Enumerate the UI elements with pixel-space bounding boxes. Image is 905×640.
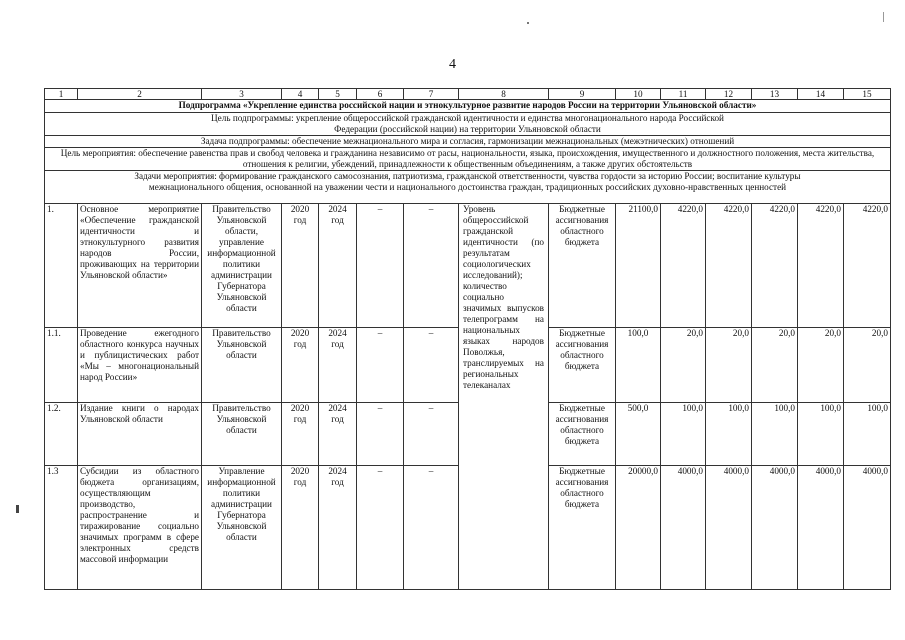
start-year: 2020 год xyxy=(282,403,319,466)
measure-tasks: Задачи мероприятия: формирование гражданского самосознания, патриотизма, гражданской ответственности, чувства гордости за историю России; воспитание культуры межнационального общения, основанной на уважении чести и национального достоинства граждан, традиционных российских духовно-нравственных ценностей xyxy=(45,171,891,204)
executor: Управление информационной политики администрации Губернатора Ульяновской области xyxy=(202,466,282,590)
year-amount: 4000,0 xyxy=(844,466,891,590)
year-amount: 100,0 xyxy=(661,403,706,466)
col-num: 10 xyxy=(616,89,661,100)
col7-value: – xyxy=(404,204,459,328)
col-num: 1 xyxy=(45,89,78,100)
end-year: 2024 год xyxy=(319,328,357,403)
year-amount: 20,0 xyxy=(661,328,706,403)
executor: Правительство Ульяновской области, управление информационной политики администрации Губернатора Ульяновской области xyxy=(202,204,282,328)
col7-value: – xyxy=(404,466,459,590)
col-num: 9 xyxy=(549,89,616,100)
col-num: 7 xyxy=(404,89,459,100)
col-num: 14 xyxy=(798,89,844,100)
end-year: 2024 год xyxy=(319,204,357,328)
end-year: 2024 год xyxy=(319,466,357,590)
subprogram-row xyxy=(45,100,891,113)
row-number: 1. xyxy=(45,204,78,328)
measure-tasks-row xyxy=(45,171,891,204)
year-amount: 4220,0 xyxy=(798,204,844,328)
col-num: 8 xyxy=(459,89,549,100)
column-number-row xyxy=(45,89,891,100)
total-amount: 21100,0 xyxy=(616,204,661,328)
start-year: 2020 год xyxy=(282,328,319,403)
start-year: 2020 год xyxy=(282,466,319,590)
scan-mark xyxy=(883,12,884,22)
col-num: 2 xyxy=(78,89,202,100)
funding-source: Бюджетные ассигнования областного бюджета xyxy=(549,328,616,403)
subprogram-task: Задача подпрограммы: обеспечение межнационального мира и согласия, гармонизации межнациональных (межэтнических) отношений xyxy=(45,136,891,148)
year-amount: 100,0 xyxy=(844,403,891,466)
year-amount: 4000,0 xyxy=(798,466,844,590)
year-amount: 4220,0 xyxy=(752,204,798,328)
col6-value: – xyxy=(357,328,404,403)
measure-name: Издание книги о народах Ульяновской области xyxy=(78,403,202,466)
total-amount: 500,0 xyxy=(616,403,661,466)
start-year: 2020 год xyxy=(282,204,319,328)
year-amount: 4000,0 xyxy=(706,466,752,590)
col-num: 6 xyxy=(357,89,404,100)
col-num: 4 xyxy=(282,89,319,100)
col-num: 13 xyxy=(752,89,798,100)
measure-goal-row xyxy=(45,148,891,171)
funding-source: Бюджетные ассигнования областного бюджета xyxy=(549,466,616,590)
binding-mark xyxy=(16,505,19,513)
measure-name: Субсидии из областного бюджета организациям, осуществляющим производство, распространение и тиражирование социально значимых программ в сфере электронных средств массовой информации xyxy=(78,466,202,590)
end-year: 2024 год xyxy=(319,403,357,466)
col7-value: – xyxy=(404,403,459,466)
measure-name: Проведение ежегодного областного конкурса научных и публицистических работ «Мы – многонациональный народ России» xyxy=(78,328,202,403)
year-amount: 4000,0 xyxy=(752,466,798,590)
table-row xyxy=(45,204,891,328)
funding-source: Бюджетные ассигнования областного бюджета xyxy=(549,204,616,328)
row-number: 1.2. xyxy=(45,403,78,466)
year-amount: 4220,0 xyxy=(706,204,752,328)
task-row xyxy=(45,136,891,148)
col-num: 3 xyxy=(202,89,282,100)
year-amount: 100,0 xyxy=(752,403,798,466)
executor: Правительство Ульяновской области xyxy=(202,403,282,466)
total-amount: 20000,0 xyxy=(616,466,661,590)
year-amount: 4220,0 xyxy=(661,204,706,328)
col6-value: – xyxy=(357,466,404,590)
year-amount: 100,0 xyxy=(798,403,844,466)
year-amount: 4220,0 xyxy=(844,204,891,328)
col6-value: – xyxy=(357,204,404,328)
year-amount: 20,0 xyxy=(844,328,891,403)
col6-value: – xyxy=(357,403,404,466)
year-amount: 4000,0 xyxy=(661,466,706,590)
goal-row xyxy=(45,113,891,136)
target-indicator: Уровень общероссийской гражданской идентичности (по результатам социологических исследований); количество социально значимых выпусков телепрограмм на национальных языках народов Поволжья, транслируемых на региональных телеканалах xyxy=(459,204,549,590)
program-table xyxy=(44,88,891,590)
page-number: 4 xyxy=(449,57,456,72)
total-amount: 100,0 xyxy=(616,328,661,403)
executor: Правительство Ульяновской области xyxy=(202,328,282,403)
col-num: 12 xyxy=(706,89,752,100)
year-amount: 20,0 xyxy=(798,328,844,403)
row-number: 1.1. xyxy=(45,328,78,403)
year-amount: 20,0 xyxy=(752,328,798,403)
subprogram-goal: Цель подпрограммы: укрепление общероссийской гражданской идентичности и единства многонационального народа Российской Федерации (российской нации) на территории Ульяновской области xyxy=(45,113,891,136)
row-number: 1.3 xyxy=(45,466,78,590)
col-num: 11 xyxy=(661,89,706,100)
scan-speck xyxy=(527,22,529,24)
measure-name: Основное мероприятие «Обеспечение гражданской идентичности и этнокультурного развития народов России, проживающих на территории Ульяновской области» xyxy=(78,204,202,328)
subprogram-title: Подпрограмма «Укрепление единства российской нации и этнокультурное развитие народов России на территории Ульяновской области» xyxy=(45,100,891,113)
year-amount: 100,0 xyxy=(706,403,752,466)
measure-goal: Цель мероприятия: обеспечение равенства прав и свобод человека и гражданина независимо от расы, национальности, языка, происхождения, имущественного и должностного положения, места жительства, отношения к религии, убеждений, принадлежности к общественным объединениям, а также других обстоятельств xyxy=(45,148,891,171)
funding-source: Бюджетные ассигнования областного бюджета xyxy=(549,403,616,466)
col7-value: – xyxy=(404,328,459,403)
col-num: 15 xyxy=(844,89,891,100)
year-amount: 20,0 xyxy=(706,328,752,403)
col-num: 5 xyxy=(319,89,357,100)
